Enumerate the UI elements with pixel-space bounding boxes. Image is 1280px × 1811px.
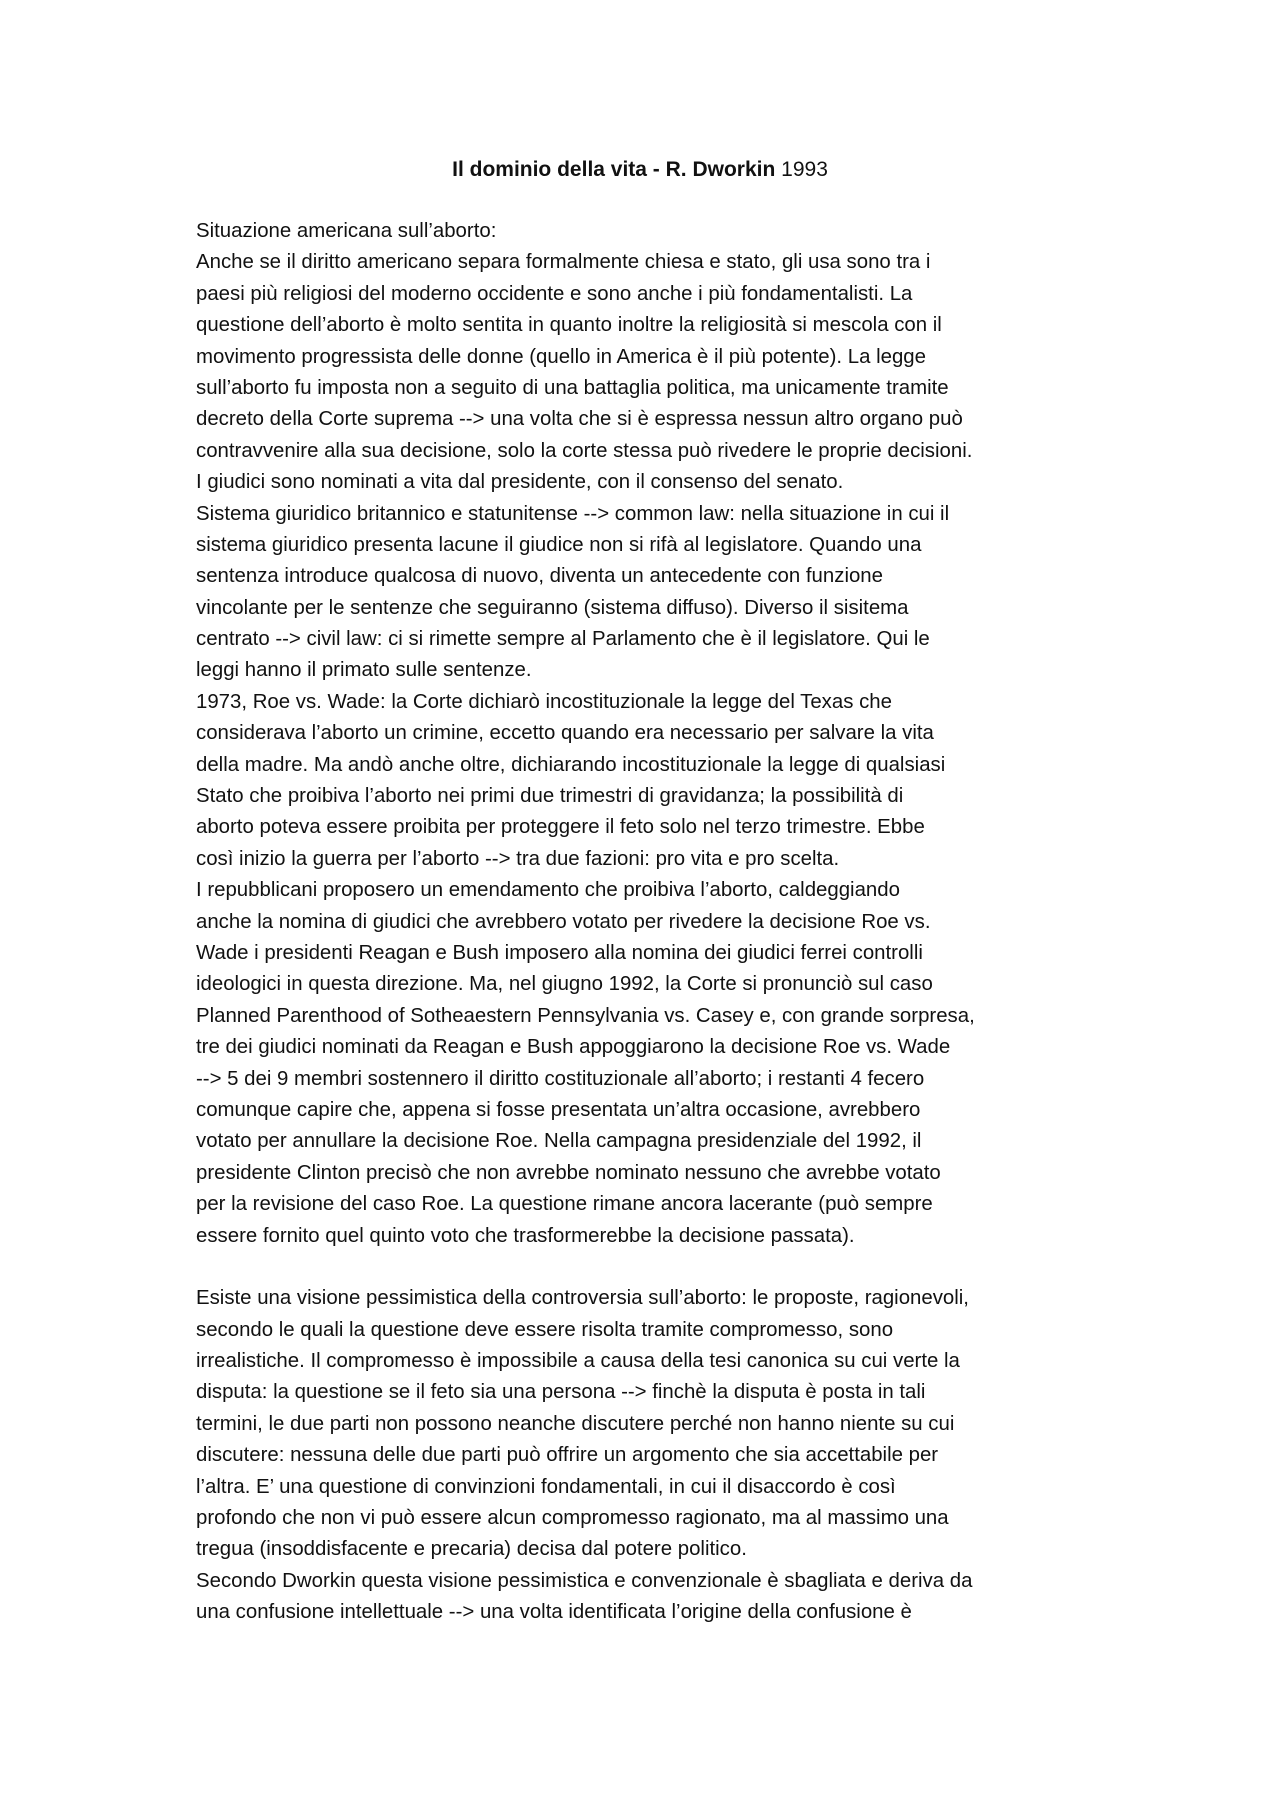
- text-line: decreto della Corte suprema --> una volta che si è espressa nessun altro organo può: [196, 408, 963, 431]
- text-line: irrealistiche. Il compromesso è impossibile a causa della tesi canonica su cui verte la: [196, 1350, 960, 1373]
- text-line: centrato --> civil law: ci si rimette sempre al Parlamento che è il legislatore. Qui le: [196, 628, 930, 651]
- text-line: Esiste una visione pessimistica della controversia sull’aborto: le proposte, ragionevoli,: [196, 1287, 969, 1310]
- title-text: Il dominio della vita - R. Dworkin: [452, 158, 776, 181]
- text-line: tre dei giudici nominati da Reagan e Bush appoggiarono la decisione Roe vs. Wade: [196, 1036, 951, 1059]
- text-line: una confusione intellettuale --> una volta identificata l’origine della confusione è: [196, 1601, 912, 1624]
- text-line: Sistema giuridico britannico e statunitense --> common law: nella situazione in cui il: [196, 502, 950, 525]
- text-line: paesi più religiosi del moderno occidente e sono anche i più fondamentalisti. La: [196, 282, 913, 305]
- text-line: tregua (insoddisfacente e precaria) decisa dal potere politico.: [196, 1538, 747, 1561]
- text-line: profondo che non vi può essere alcun compromesso ragionato, ma al massimo una: [196, 1507, 949, 1530]
- text-line: Stato che proibiva l’aborto nei primi due trimestri di gravidanza; la possibilità di: [196, 785, 904, 808]
- text-line: disputa: la questione se il feto sia una persona --> finchè la disputa è posta in tali: [196, 1381, 926, 1404]
- paragraph-spacer: [196, 1252, 1126, 1283]
- text-line: contravvenire alla sua decisione, solo la corte stessa può rivedere le proprie decisioni.: [196, 439, 973, 462]
- text-line: Secondo Dworkin questa visione pessimistica e convenzionale è sbagliata e deriva da: [196, 1569, 973, 1592]
- text-line: comunque capire che, appena si fosse presentata un’altra occasione, avrebbero: [196, 1098, 921, 1121]
- text-line: Planned Parenthood of Sotheaestern Pennsylvania vs. Casey e, con grande sorpresa,: [196, 1004, 975, 1027]
- text-line: per la revisione del caso Roe. La questione rimane ancora lacerante (può sempre: [196, 1193, 933, 1216]
- text-line: secondo le quali la questione deve essere risolta tramite compromesso, sono: [196, 1318, 894, 1341]
- text-line: I repubblicani proposero un emendamento che proibiva l’aborto, caldeggiando: [196, 879, 900, 902]
- text-line: ideologici in questa direzione. Ma, nel giugno 1992, la Corte si pronunciò sul caso: [196, 973, 933, 996]
- text-line: leggi hanno il primato sulle sentenze.: [196, 659, 532, 682]
- text-line: così inizio la guerra per l’aborto --> tra due fazioni: pro vita e pro scelta.: [196, 847, 840, 870]
- text-line: termini, le due parti non possono neanche discutere perché non hanno niente su cui: [196, 1412, 955, 1435]
- text-line: Situazione americana sull’aborto:: [196, 220, 497, 242]
- text-line: sistema giuridico presenta lacune il giudice non si rifà al legislatore. Quando una: [196, 533, 922, 556]
- text-line: l’altra. E’ una questione di convinzioni fondamentali, in cui il disaccordo è così: [196, 1475, 896, 1498]
- text-line: 1973, Roe vs. Wade: la Corte dichiarò incostituzionale la legge del Texas che: [196, 690, 892, 713]
- text-line: della madre. Ma andò anche oltre, dichiarando incostituzionale la legge di qualsiasi: [196, 753, 946, 776]
- text-line: Anche se il diritto americano separa formalmente chiesa e stato, gli usa sono tra i: [196, 251, 931, 274]
- paragraph-block-2: [196, 1283, 1126, 1628]
- text-line: aborto poteva essere proibita per proteggere il feto solo nel terzo trimestre. Ebbe: [196, 816, 925, 839]
- document-body: [196, 216, 1126, 1629]
- text-line: movimento progressista delle donne (quello in America è il più potente). La legge: [196, 345, 926, 368]
- text-line: --> 5 dei 9 membri sostennero il diritto costituzionale all’aborto; i restanti 4 fecero: [196, 1067, 925, 1090]
- text-line: considerava l’aborto un crimine, eccetto quando era necessario per salvare la vita: [196, 722, 934, 745]
- text-line: vincolante per le sentenze che seguiranno (sistema diffuso). Diverso il sisitema: [196, 596, 909, 619]
- text-line: questione dell’aborto è molto sentita in quanto inoltre la religiosità si mescola con il: [196, 314, 942, 337]
- text-line: votato per annullare la decisione Roe. Nella campagna presidenziale del 1992, il: [196, 1130, 922, 1153]
- text-line: discutere: nessuna delle due parti può offrire un argomento che sia accettabile per: [196, 1444, 939, 1467]
- text-line: sentenza introduce qualcosa di nuovo, diventa un antecedente con funzione: [196, 565, 883, 588]
- text-line: I giudici sono nominati a vita dal presidente, con il consenso del senato.: [196, 471, 844, 494]
- text-line: sull’aborto fu imposta non a seguito di una battaglia politica, ma unicamente tramite: [196, 376, 949, 399]
- text-line: Wade i presidenti Reagan e Bush imposero alla nomina dei giudici ferrei controlli: [196, 941, 923, 964]
- document-title: [0, 154, 1280, 186]
- text-line: presidente Clinton precisò che non avrebbe nominato nessuno che avrebbe votato: [196, 1161, 941, 1184]
- text-line: essere fornito quel quinto voto che trasformerebbe la decisione passata).: [196, 1224, 855, 1247]
- paragraph-block-1: [196, 216, 1126, 1252]
- text-line: anche la nomina di giudici che avrebbero votato per rivedere la decisione Roe vs.: [196, 910, 931, 933]
- title-year: 1993: [781, 158, 828, 181]
